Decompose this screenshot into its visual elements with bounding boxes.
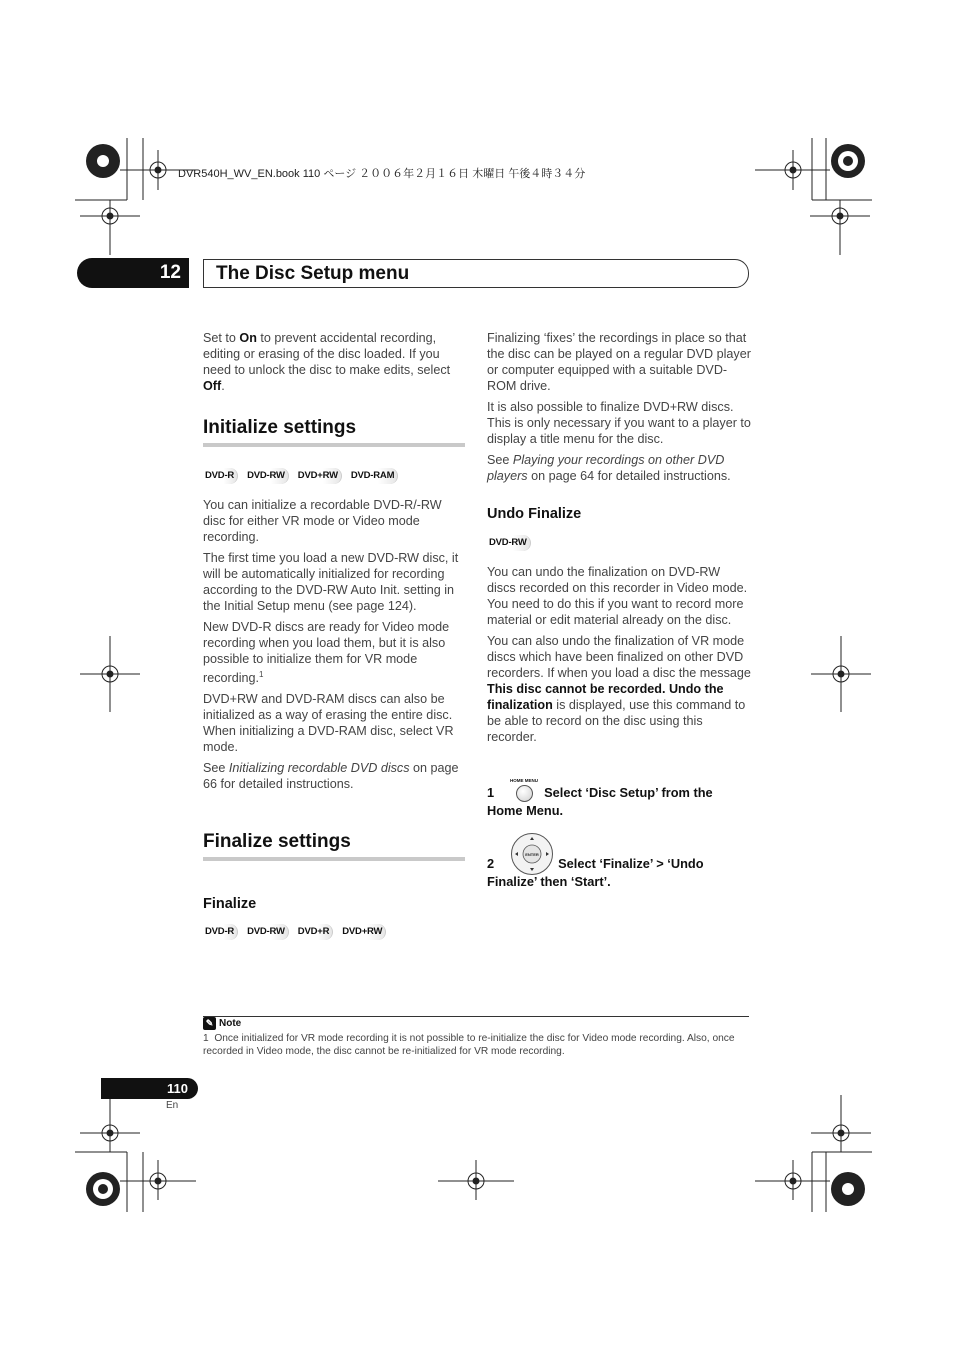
badge-dvd-plus-r: DVD+R — [296, 924, 333, 940]
init-paragraph-3: New DVD-R discs are ready for Video mode recording when you load them, but it is also possible to initialize them for VR mode recording.$^1$ — [203, 620, 450, 686]
badge-dvd-r: DVD-R — [203, 468, 238, 484]
note-header — [203, 1017, 241, 1030]
note-divider — [203, 1016, 749, 1017]
init-disc-badges — [203, 468, 398, 484]
initialize-settings-heading: Initialize settings — [203, 417, 465, 447]
print-header: DVR540H_WV_EN.book 110 ページ ２００６年２月１６日 木曜日 午後４時３４分 — [178, 168, 586, 180]
page-number: 110 — [101, 1078, 198, 1099]
left-column — [203, 330, 467, 399]
note-label: Note — [219, 1018, 242, 1029]
undo-text — [487, 564, 751, 750]
finalize-disc-badges — [203, 924, 386, 940]
badge-dvd-plus-rw: DVD+RW — [296, 468, 342, 484]
finalize-see-reference: See Playing your recordings on other DVD players on page 64 for detailed instructions. — [487, 453, 731, 483]
badge-dvd-rw: DVD-RW — [245, 468, 289, 484]
finalize-subheading: Finalize — [203, 896, 257, 912]
intro-paragraph: Set to On to prevent accidental recording, editing or erasing of the disc loaded. If you need to unlock the disc to make edits, select Off. — [203, 331, 451, 393]
badge-dvd-rw: DVD-RW — [245, 924, 289, 940]
footnote: 1 Once initialized for VR mode recording it is not possible to re-initialize the disc for Video mode recording. Also, once recorded in Video mode, the disc cannot be re-initialized for VR mode recording. — [203, 1033, 735, 1057]
footnote-ref: 1 — [259, 670, 264, 679]
init-paragraph-4: DVD+RW and DVD-RAM discs can also be initialized as a way of erasing the entire disc. When initializing a DVD-RAM disc, select VR mode. — [203, 692, 454, 755]
badge-dvd-rw: DVD-RW — [487, 535, 531, 551]
note-pencil-icon: ✎ — [203, 1017, 216, 1030]
undo-paragraph-2: You can also undo the finalization of VR mode discs which have been finalized on other DVD recorders. If when you load a disc the message This disc cannot be recorded. Undo the finalization is displayed, use this command to be able to record on the disc using this recorder. — [487, 634, 751, 744]
init-text — [203, 497, 467, 797]
init-paragraph-1: You can initialize a recordable DVD-R/-RW disc for either VR mode or Video mode recording. — [203, 498, 442, 544]
badge-dvd-r: DVD-R — [203, 924, 238, 940]
finalize-paragraph-1: Finalizing ‘fixes’ the recordings in place so that the disc can be played on a regular DVD player or computer equipped with a suitable DVD-ROM drive. — [487, 331, 751, 393]
page-language: En — [166, 1100, 179, 1111]
undo-paragraph-1: You can undo the finalization on DVD-RW discs recorded on this recorder in Video mode. You need to do this if you want to record more material or edit material already on the disc. — [487, 565, 748, 627]
chapter-title: The Disc Setup menu — [203, 259, 749, 288]
badge-dvd-plus-rw: DVD+RW — [340, 924, 386, 940]
init-see-reference: See Initializing recordable DVD discs on page 66 for detailed instructions. — [203, 761, 459, 792]
chapter-number: 12 — [77, 258, 189, 288]
finalize-paragraph-2: It is also possible to finalize DVD+RW discs. This is only necessary if you want to a player to display a title menu for the disc. — [487, 400, 751, 446]
init-paragraph-2: The first time you load a new DVD-RW disc, it will be automatically initialized for recording according to the DVD-RW Auto Init. setting in the Initial Setup menu (see page 124). — [203, 551, 459, 613]
step-2-text: 2 Select ‘Finalize’ > ‘Undo Finalize’ then ‘Start’. — [487, 856, 704, 889]
right-column — [487, 330, 751, 489]
undo-disc-badges — [487, 535, 531, 551]
home-menu-button-icon: HOME MENU — [509, 778, 539, 802]
finalize-settings-heading: Finalize settings — [203, 831, 465, 861]
step-1-text: 1 Select ‘Disc Setup’ from the Home Menu. — [487, 785, 713, 818]
badge-dvd-ram: DVD-RAM — [349, 468, 398, 484]
undo-finalize-heading: Undo Finalize — [487, 506, 582, 522]
enter-label: ENTER — [525, 852, 539, 857]
